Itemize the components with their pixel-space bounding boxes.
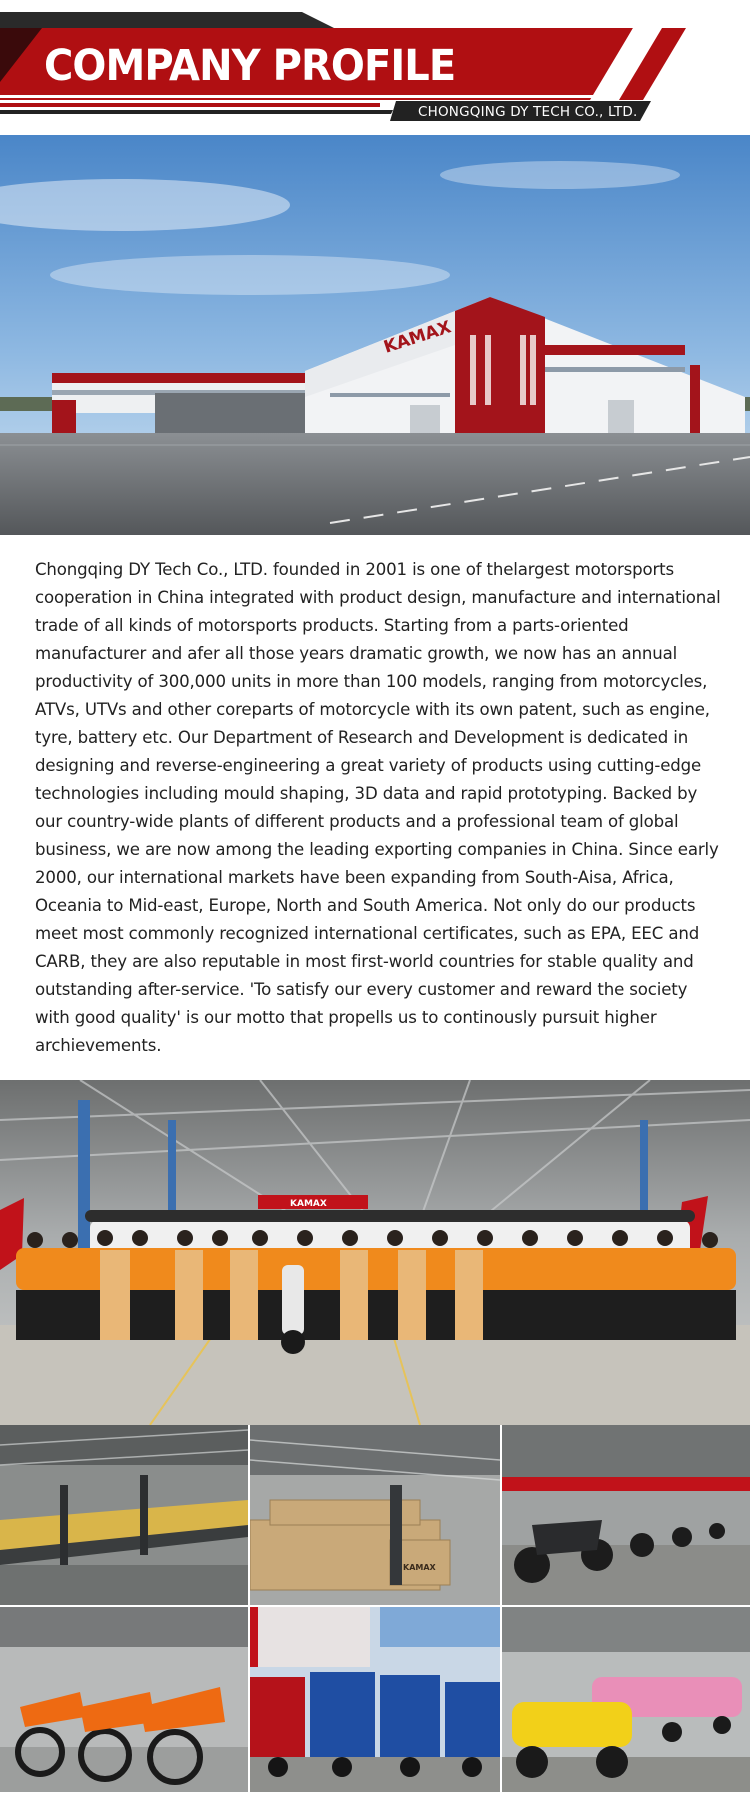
scooters-photo	[502, 1607, 750, 1792]
team-photo	[0, 1080, 750, 1425]
building-sign: KAMAX	[381, 317, 454, 358]
company-description: Chongqing DY Tech Co., LTD. founded in 2001 is one of thelargest motorsports cooperation in China integrated with product design, manufacture and international trade of all kinds of motorsports products. Starting from a parts-oriented manufacturer and afer all those years dramatic growth, we now has an annual productivity of 300,000 units in more than 100 models, ranging from motorcycles, ATVs, UTVs and other coreparts of motorcycle with its own patent, such as engine, tyre, battery etc. Our Department of Research and Development is dedicated in designing and reverse-engineering a great variety of products using cutting-edge technologies including mould shaping, 3D data and rapid prototyping. Backed by our country-wide plants of different products and a professional team of global business, we are now among the leading exporting companies in China. Since early 2000, our international markets have been expanding from South-Aisa, Africa, Oceania to Mid-east, Europe, North and South America. Not only do our products meet most commonly recognized international certificates, such as EPA, EEC and CARB, they are also reputable in most first-world countries for stable quality and outstanding after-service. 'To satisfy our every customer and reward the society with good quality' is our motto that propells us to continously pursuit higher archievements.	[35, 560, 721, 1055]
company-name: CHONGQING DY TECH CO., LTD.	[418, 104, 638, 120]
assembly-line-photo	[0, 1425, 248, 1605]
dirt-bikes-photo	[0, 1607, 248, 1792]
page-title: COMPANY PROFILE	[44, 41, 456, 91]
tricycles-photo	[250, 1607, 500, 1792]
hall-banner: KAMAX	[290, 1199, 327, 1209]
header-banner	[0, 0, 750, 135]
factory-building-photo	[0, 135, 750, 535]
warehouse-cartons-photo	[250, 1425, 500, 1605]
carton-label: KAMAX	[403, 1563, 436, 1572]
motorcycles-row-photo	[502, 1425, 750, 1605]
